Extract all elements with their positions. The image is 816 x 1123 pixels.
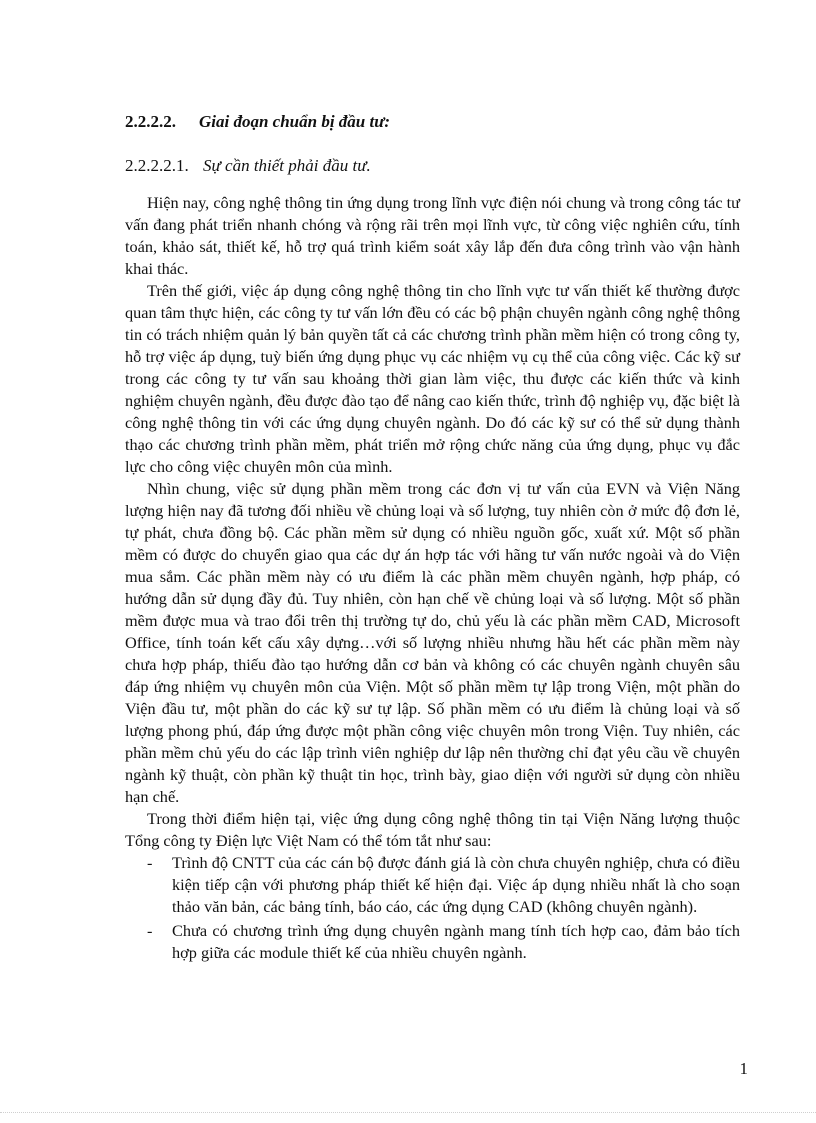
subsection-number: 2.2.2.2.1. bbox=[125, 156, 189, 175]
list-item bbox=[125, 920, 740, 964]
paragraph-current: Trong thời điểm hiện tại, việc ứng dụng công nghệ thông tin tại Viện Năng lượng thuộc Tổng công ty Điện lực Việt Nam có thể tóm tắt như sau: bbox=[125, 809, 740, 850]
page-bottom-divider bbox=[0, 1112, 816, 1113]
section-number: 2.2.2.2. bbox=[125, 112, 176, 131]
paragraph-intro: Hiện nay, công nghệ thông tin ứng dụng trong lĩnh vực điện nói chung và trong công tác tư vấn đang phát triển nhanh chóng và rộng rãi trên mọi lĩnh vực, từ công việc nghiên cứu, tính toán, khảo sát, thiết kế, hỗ trợ quá trình kiểm soát xây lắp đến đưa công trình vào vận hành khai thác. bbox=[125, 193, 740, 278]
paragraph-world: Trên thế giới, việc áp dụng công nghệ thông tin cho lĩnh vực tư vấn thiết kế thường được quan tâm thực hiện, các công ty tư vấn lớn đều có các bộ phận chuyên ngành công nghệ thông tin có trách nhiệm quản lý bản quyền tất cả các chương trình phần mềm hiện có trong công ty, hỗ trợ việc áp dụng, tuỳ biến ứng dụng phục vụ các nhiệm vụ cụ thể của công việc. Các kỹ sư trong các công ty tư vấn sau khoảng thời gian làm việc, thu được các kiến thức và kinh nghiệm chuyên ngành, đều được đào tạo để nâng cao kiến thức, trình độ nghiệp vụ, đặc biệt là công nghệ thông tin với các ứng dụng chuyên ngành. Do đó các kỹ sư có thể sử dụng thành thạo các chương trình phần mềm, phát triển mở rộng chức năng của ứng dụng, phục vụ đắc lực cho công việc chuyên môn của mình. bbox=[125, 281, 740, 476]
section-heading bbox=[125, 112, 740, 132]
paragraph-overview: Nhìn chung, việc sử dụng phần mềm trong các đơn vị tư vấn của EVN và Viện Năng lượng hiện nay đã tương đối nhiều về chủng loại và số lượng, tuy nhiên còn ở mức độ đơn lẻ, tự phát, chưa đồng bộ. Các phần mềm sử dụng có nhiều nguồn gốc, xuất xứ. Một số phần mềm có được do chuyển giao qua các dự án hợp tác với hãng tư vấn nước ngoài và do Viện mua sắm. Các phần mềm này có ưu điểm là các phần mềm chuyên ngành, hợp pháp, có hướng dẫn sử dụng đầy đủ. Tuy nhiên, còn hạn chế về chủng loại và số lượng. Một số phần mềm được mua và trao đổi trên thị trường tự do, chủ yếu là các phần mềm CAD, Microsoft Office, tính toán kết cấu xây dựng…với số lượng nhiều nhưng hầu hết các phần mềm này chưa hợp pháp, thiếu đào tạo hướng dẫn cơ bản và không có các chuyên ngành chuyên sâu đáp ứng nhiệm vụ chuyên môn của Viện. Một số phần mềm tự lập trong Viện, một phần do Viện đầu tư, một phần do các kỹ sư tự lập. Số phần mềm có ưu điểm là chủng loại và số lượng phong phú, đáp ứng được một phần công việc chuyên môn trong Viện. Tuy nhiên, các phần mềm chủ yếu do các lập trình viên nghiệp dư lập nên thường chỉ đạt yêu cầu về chuyên ngành kỹ thuật, còn phần kỹ thuật tin học, trình bày, giao diện với người sử dụng còn nhiều hạn chế. bbox=[125, 479, 740, 806]
list-item-text: Trình độ CNTT của các cán bộ được đánh giá là còn chưa chuyên nghiệp, chưa có điều kiện tiếp cận với phương pháp thiết kế hiện đại. Việc áp dụng nhiều nhất là cho soạn thảo văn bản, các bảng tính, báo cáo, các ứng dụng CAD (không chuyên ngành). bbox=[172, 853, 740, 916]
section-title: Giai đoạn chuẩn bị đầu tư: bbox=[199, 112, 391, 131]
list-item bbox=[125, 852, 740, 918]
dash-marker: - bbox=[147, 853, 153, 872]
subsection-heading bbox=[125, 156, 740, 176]
page-number: 1 bbox=[739, 1059, 748, 1078]
dash-marker: - bbox=[147, 921, 153, 940]
document-page bbox=[125, 112, 740, 966]
bullet-list bbox=[125, 852, 740, 964]
subsection-title: Sự cần thiết phải đầu tư. bbox=[203, 156, 371, 175]
list-item-text: Chưa có chương trình ứng dụng chuyên ngành mang tính tích hợp cao, đảm bảo tích hợp giữa các module thiết kế của nhiều chuyên ngành. bbox=[172, 921, 740, 962]
